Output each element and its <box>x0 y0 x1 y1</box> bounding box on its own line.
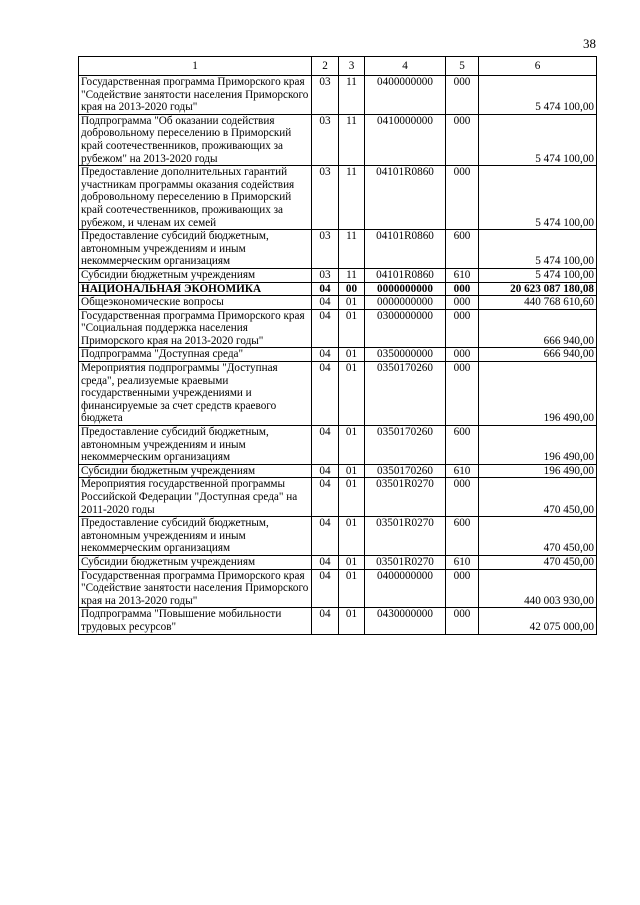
section-code-cell: 03 <box>312 268 339 282</box>
table-row <box>79 555 597 569</box>
table-row <box>79 517 597 556</box>
amount-cell: 440 768 610,60 <box>479 296 597 310</box>
expense-type-cell: 000 <box>446 309 479 348</box>
table-row <box>79 362 597 426</box>
target-article-cell: 0350170260 <box>365 464 446 478</box>
subsection-code-cell: 11 <box>339 230 365 269</box>
section-code-cell: 04 <box>312 282 339 296</box>
amount-cell: 470 450,00 <box>479 555 597 569</box>
target-article-cell: 04101R0860 <box>365 268 446 282</box>
expense-type-cell: 000 <box>446 362 479 426</box>
subsection-code-cell: 01 <box>339 569 365 608</box>
table-row <box>79 569 597 608</box>
section-code-cell: 04 <box>312 464 339 478</box>
subsection-code-cell: 01 <box>339 309 365 348</box>
page-number: 38 <box>583 36 596 51</box>
row-name-cell: Предоставление субсидий бюджетным, автономным учреждениям и иным некоммерческим организациям <box>79 426 312 465</box>
target-article-cell: 0430000000 <box>365 608 446 634</box>
row-name-cell: Мероприятия государственной программы Российской Федерации "Доступная среда" на 2011-2020 годы <box>79 478 312 517</box>
subsection-code-cell: 01 <box>339 296 365 310</box>
section-code-cell: 03 <box>312 76 339 115</box>
amount-cell: 5 474 100,00 <box>479 76 597 115</box>
expense-type-cell: 610 <box>446 555 479 569</box>
target-article-cell: 03501R0270 <box>365 555 446 569</box>
row-name-cell: Подпрограмма "Доступная среда" <box>79 348 312 362</box>
row-name-cell: Предоставление субсидий бюджетным, автономным учреждениям и иным некоммерческим организациям <box>79 517 312 556</box>
amount-cell: 196 490,00 <box>479 426 597 465</box>
header-cell: 1 <box>79 57 312 76</box>
expense-type-cell: 000 <box>446 282 479 296</box>
amount-cell: 470 450,00 <box>479 478 597 517</box>
subsection-code-cell: 11 <box>339 114 365 165</box>
table-row <box>79 478 597 517</box>
target-article-cell: 0350170260 <box>365 426 446 465</box>
row-name-cell: Государственная программа Приморского края "Содействие занятости населения Приморского края на 2013-2020 годы" <box>79 76 312 115</box>
table-row <box>79 426 597 465</box>
section-code-cell: 04 <box>312 296 339 310</box>
expense-type-cell: 000 <box>446 608 479 634</box>
subsection-code-cell: 01 <box>339 517 365 556</box>
table-row <box>79 230 597 269</box>
row-name-cell: Субсидии бюджетным учреждениям <box>79 268 312 282</box>
target-article-cell: 03501R0270 <box>365 478 446 517</box>
table-row <box>79 166 597 230</box>
subsection-code-cell: 00 <box>339 282 365 296</box>
expense-type-cell: 000 <box>446 166 479 230</box>
target-article-cell: 03501R0270 <box>365 517 446 556</box>
section-code-cell: 03 <box>312 230 339 269</box>
amount-cell: 440 003 930,00 <box>479 569 597 608</box>
header-cell: 5 <box>446 57 479 76</box>
amount-cell: 42 075 000,00 <box>479 608 597 634</box>
row-name-cell: Общеэкономические вопросы <box>79 296 312 310</box>
amount-cell: 470 450,00 <box>479 517 597 556</box>
section-code-cell: 04 <box>312 478 339 517</box>
table-row <box>79 296 597 310</box>
section-code-cell: 04 <box>312 348 339 362</box>
amount-cell: 666 940,00 <box>479 309 597 348</box>
subsection-code-cell: 01 <box>339 426 365 465</box>
subsection-code-cell: 01 <box>339 608 365 634</box>
amount-cell: 5 474 100,00 <box>479 166 597 230</box>
section-code-cell: 04 <box>312 426 339 465</box>
target-article-cell: 0350170260 <box>365 362 446 426</box>
expense-type-cell: 000 <box>446 569 479 608</box>
table-row <box>79 268 597 282</box>
target-article-cell: 0300000000 <box>365 309 446 348</box>
section-code-cell: 04 <box>312 362 339 426</box>
row-name-cell: Государственная программа Приморского края "Содействие занятости населения Приморского края на 2013-2020 годы" <box>79 569 312 608</box>
table-row <box>79 464 597 478</box>
target-article-cell: 0350000000 <box>365 348 446 362</box>
row-name-cell: Субсидии бюджетным учреждениям <box>79 464 312 478</box>
subsection-code-cell: 01 <box>339 478 365 517</box>
row-name-cell: Субсидии бюджетным учреждениям <box>79 555 312 569</box>
section-code-cell: 04 <box>312 309 339 348</box>
expense-type-cell: 000 <box>446 76 479 115</box>
target-article-cell: 04101R0860 <box>365 166 446 230</box>
expense-type-cell: 600 <box>446 517 479 556</box>
table-row <box>79 76 597 115</box>
amount-cell: 666 940,00 <box>479 348 597 362</box>
target-article-cell: 0400000000 <box>365 569 446 608</box>
subsection-code-cell: 01 <box>339 464 365 478</box>
header-cell: 6 <box>479 57 597 76</box>
expense-type-cell: 600 <box>446 426 479 465</box>
table-header-row <box>79 57 597 76</box>
expense-type-cell: 000 <box>446 296 479 310</box>
amount-cell: 196 490,00 <box>479 464 597 478</box>
header-cell: 2 <box>312 57 339 76</box>
amount-cell: 196 490,00 <box>479 362 597 426</box>
expense-type-cell: 000 <box>446 348 479 362</box>
section-code-cell: 04 <box>312 555 339 569</box>
expense-type-cell: 600 <box>446 230 479 269</box>
table-row <box>79 309 597 348</box>
amount-cell: 5 474 100,00 <box>479 230 597 269</box>
subsection-code-cell: 11 <box>339 76 365 115</box>
header-cell: 3 <box>339 57 365 76</box>
table-row <box>79 282 597 296</box>
section-code-cell: 03 <box>312 114 339 165</box>
row-name-cell: Предоставление дополнительных гарантий участникам программы оказания содействия добровольному переселению в Приморский край соотечественников, проживающих за рубежом, и членам их семей <box>79 166 312 230</box>
expense-type-cell: 610 <box>446 464 479 478</box>
subsection-code-cell: 01 <box>339 348 365 362</box>
table-row <box>79 348 597 362</box>
amount-cell: 5 474 100,00 <box>479 268 597 282</box>
table-row <box>79 114 597 165</box>
expense-type-cell: 000 <box>446 114 479 165</box>
target-article-cell: 0400000000 <box>365 76 446 115</box>
subsection-code-cell: 11 <box>339 166 365 230</box>
row-name-cell: НАЦИОНАЛЬНАЯ ЭКОНОМИКА <box>79 282 312 296</box>
amount-cell: 20 623 087 180,08 <box>479 282 597 296</box>
subsection-code-cell: 01 <box>339 362 365 426</box>
table-row <box>79 608 597 634</box>
row-name-cell: Подпрограмма "Об оказании содействия добровольному переселению в Приморский край соотечественников, проживающих за рубежом" на 2013-2020 годы <box>79 114 312 165</box>
row-name-cell: Подпрограмма "Повышение мобильности трудовых ресурсов" <box>79 608 312 634</box>
subsection-code-cell: 01 <box>339 555 365 569</box>
header-cell: 4 <box>365 57 446 76</box>
row-name-cell: Мероприятия подпрограммы "Доступная среда", реализуемые краевыми государственными учреждениями и финансируемые за счет средств краевого бюджета <box>79 362 312 426</box>
expense-type-cell: 000 <box>446 478 479 517</box>
row-name-cell: Предоставление субсидий бюджетным, автономным учреждениям и иным некоммерческим организациям <box>79 230 312 269</box>
target-article-cell: 04101R0860 <box>365 230 446 269</box>
target-article-cell: 0000000000 <box>365 282 446 296</box>
target-article-cell: 0410000000 <box>365 114 446 165</box>
expense-type-cell: 610 <box>446 268 479 282</box>
target-article-cell: 0000000000 <box>365 296 446 310</box>
section-code-cell: 04 <box>312 569 339 608</box>
amount-cell: 5 474 100,00 <box>479 114 597 165</box>
row-name-cell: Государственная программа Приморского края "Социальная поддержка населения Приморского края на 2013-2020 годы" <box>79 309 312 348</box>
section-code-cell: 04 <box>312 517 339 556</box>
section-code-cell: 04 <box>312 608 339 634</box>
section-code-cell: 03 <box>312 166 339 230</box>
budget-table <box>78 56 597 635</box>
subsection-code-cell: 11 <box>339 268 365 282</box>
